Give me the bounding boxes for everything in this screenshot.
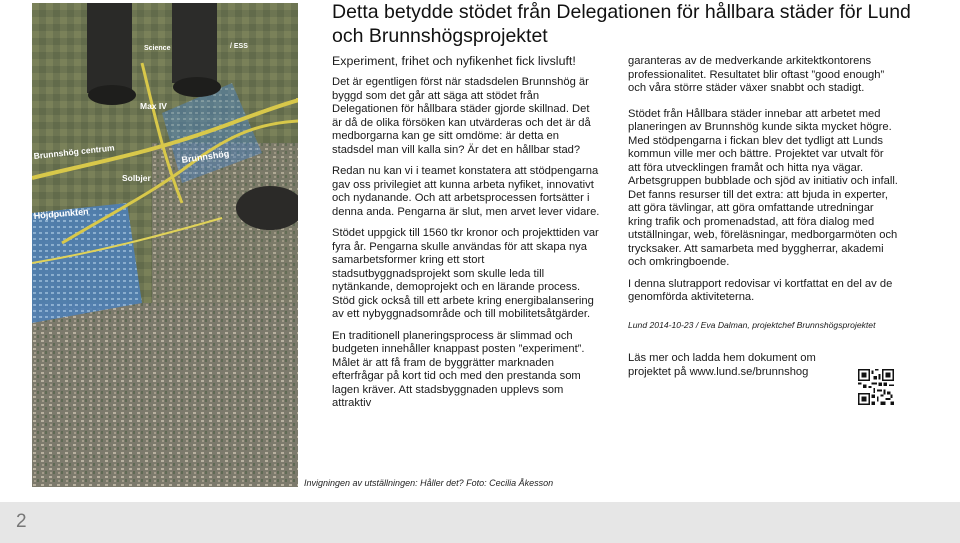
map-label-brunnshog-centrum: Brunnshög centrum (33, 142, 115, 161)
page-number: 2 (16, 511, 27, 532)
page-title: Detta betydde stödet från Delegationen för hållbara städer för Lund och Brunnshögsprojektet (332, 1, 911, 47)
aerial-map-photo (32, 3, 298, 487)
map-label-solbjer: Solbjer (122, 173, 151, 183)
paragraph: En traditionell planeringsprocess är slimmad och budgeten innehåller knappast posten ”experiment”. Målet är att få fram de byggrätter marknaden efterfrågar på kort tid och med den prestanda som lagen kräver. Att stadsbyggnaden upplevs som attraktiv (332, 329, 585, 410)
left-column (332, 54, 600, 419)
link-text[interactable]: Läs mer och ladda hem dokument om projektet på www.lund.se/brunnshog (628, 352, 816, 378)
map-label-hojdpunkten: Höjdpunkten (33, 206, 89, 221)
paragraph: garanteras av de medverkande arkitektkontorens professionalitet. Resultatet blir oftast ”good enough” och våra större städer växer snabbt och stadigt. (628, 55, 885, 94)
paragraph: I denna slutrapport redovisar vi kortfattat en del av de genomförda aktiviteterna. (628, 277, 893, 303)
paragraph: Stödet uppgick till 1560 tkr kronor och projekttiden var fyra år. Pengarna skulle användas för att skapa nya samarbetsformer kring ett stort stadsutbyggnadsprojekt som skulle leda till nytänkande, demoprojekt och en lärande process. Stöd gick också till ett arbete kring energibalansering av ett nybyggnadsområde och till mobilitetsåtgärder. (332, 227, 599, 321)
map-label-max-iv: Max IV (140, 101, 167, 111)
map-label-ess: / ESS (230, 43, 248, 50)
qr-code-icon[interactable] (858, 369, 894, 405)
paragraph: Redan nu kan vi i teamet konstatera att stödpengarna gav oss privilegiet att kunna arbeta nyfiket, innovativt och nydanande. Och att arbetsprocessen fortsätter i denna anda. Pengarna är slut, men arvet lever vidare. (332, 165, 600, 218)
intro-lead: Experiment, frihet och nyfikenhet fick livsluft! (332, 54, 576, 68)
photo-caption: Invigningen av utställningen: Håller det? Foto: Cecilia Åkesson (304, 478, 554, 488)
map-label-science: Science (144, 45, 171, 52)
paragraph: Stödet från Hållbara städer innebar att arbetet med planeringen av Brunnshög kunde sikta mycket högre. Med stödpengarna i fickan blev det tydligt att Lunds kommun ville mer och bättre. Projektet var utvalt för att föra utvecklingen framåt och hitta nya vägar. Arbetsgruppen bubblade och sjöd av initiativ och infall. Det fanns resurser till det extra: att bjuda in experter, att göra tävlingar, att göra omfattande utredningar kring trafik och promenadstad, att föra dialog med utställningar, web, föreläsningar, medborgarmöten och trycksaker. Att samarbeta med byggherrar, akademi och omkringboende. (628, 107, 898, 268)
signature: Lund 2014-10-23 / Eva Dalman, projektchef Brunnshögsprojektet (628, 319, 876, 330)
right-column (628, 55, 898, 387)
map-label-brunnshog: Brunnshög (180, 148, 230, 165)
footer-bar (0, 502, 960, 543)
paragraph: Det är egentligen först när stadsdelen Brunnshög är byggd som det går att säga att stödet från Delegationen för hållbara städer gjorde skillnad. Det är då de olika försöken kan utvärderas och det är då medborgarna kan ge sitt omdöme: är detta en stadsdel man vill kalla sin? Är det en hållbar stad? (332, 76, 591, 156)
